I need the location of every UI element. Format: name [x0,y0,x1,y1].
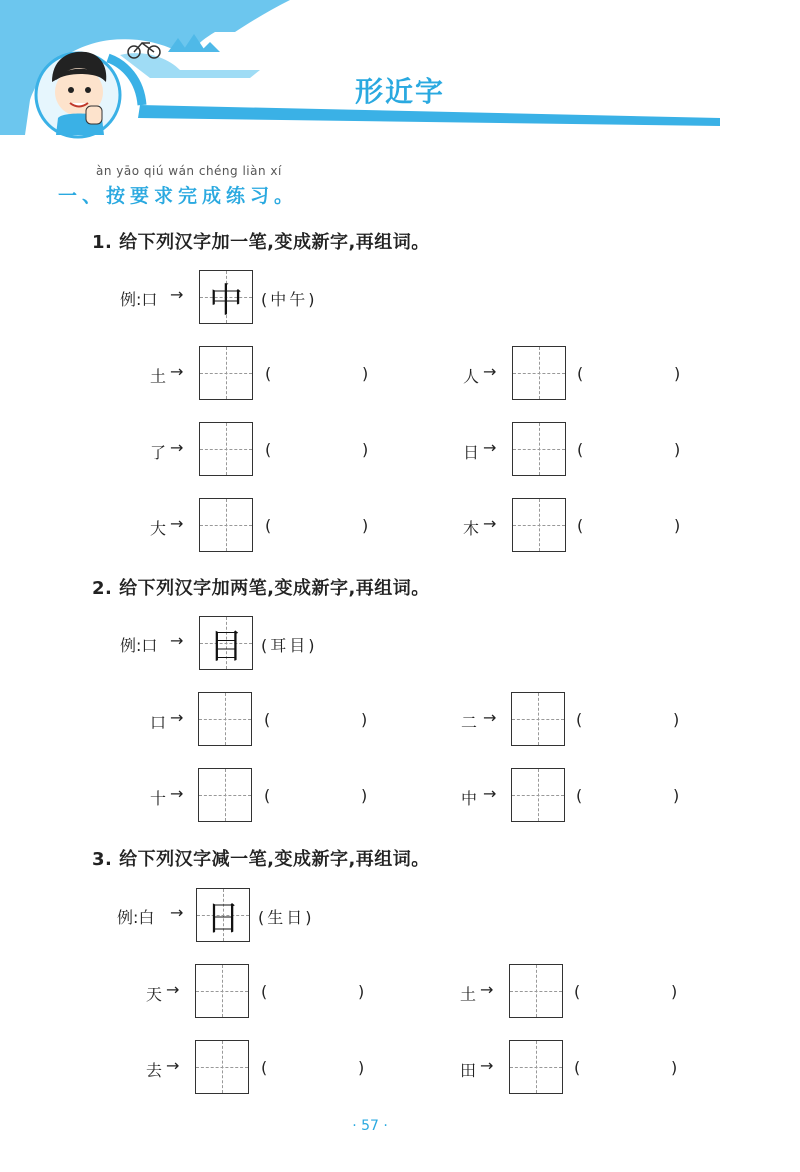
source-char: 去 [146,1061,163,1080]
arrow-icon: → [166,980,180,999]
example-prefix: 例:口 [120,636,158,655]
source-char: 大 [150,519,167,538]
paren-close: ) [361,710,368,729]
arrow-icon: → [170,708,184,727]
section-pinyin: àn yāo qiú wán chéng liàn xí [96,164,282,178]
example-prefix: 例:白 [117,908,155,927]
source-char: 天 [146,985,163,1004]
paren-close: ) [361,786,368,805]
paren-close: ) [362,440,369,459]
section-title: 一、按要求完成练习。 [58,185,299,207]
arrow-icon: → [170,784,184,803]
arrow-icon: → [170,285,184,304]
paren-close: ) [358,982,365,1001]
arrow-icon: → [170,438,184,457]
example-answer: 日 [206,898,240,939]
paren-open: ( [265,516,272,535]
arrow-icon: → [483,514,497,533]
source-char: 田 [460,1061,477,1080]
paren-open: ( [577,440,584,459]
example-word: (耳目) [261,636,318,655]
source-char: 二 [461,713,478,732]
example-answer-box [199,616,253,670]
answer-box[interactable] [512,346,566,400]
example-answer: 中 [209,280,243,321]
question-1-title: 1. 给下列汉字加一笔,变成新字,再组词。 [92,232,430,253]
source-char: 日 [463,443,480,462]
paren-close: ) [674,440,681,459]
answer-box[interactable] [512,498,566,552]
paren-close: ) [673,786,680,805]
paren-close: ) [671,982,678,1001]
answer-box[interactable] [195,1040,249,1094]
paren-close: ) [673,710,680,729]
paren-close: ) [362,516,369,535]
example-word: (中午) [261,290,318,309]
answer-box[interactable] [199,498,253,552]
answer-box[interactable] [198,768,252,822]
paren-close: ) [362,364,369,383]
arrow-icon: → [483,708,497,727]
paren-open: ( [261,1058,268,1077]
arrow-icon: → [483,784,497,803]
arrow-icon: → [170,362,184,381]
question-2-title: 2. 给下列汉字加两笔,变成新字,再组词。 [92,578,430,599]
paren-open: ( [264,710,271,729]
paren-close: ) [674,516,681,535]
page-number: · 57 · [352,1118,388,1134]
paren-open: ( [261,982,268,1001]
question-3-title: 3. 给下列汉字减一笔,变成新字,再组词。 [92,849,430,870]
arrow-icon: → [483,438,497,457]
paren-open: ( [577,516,584,535]
source-char: 十 [150,789,167,808]
paren-open: ( [576,786,583,805]
source-char: 土 [460,985,477,1004]
paren-open: ( [265,364,272,383]
source-char: 口 [150,713,167,732]
paren-open: ( [265,440,272,459]
answer-box[interactable] [511,768,565,822]
answer-box[interactable] [509,964,563,1018]
paren-open: ( [577,364,584,383]
paren-close: ) [358,1058,365,1077]
answer-box[interactable] [198,692,252,746]
arrow-icon: → [480,980,494,999]
source-char: 中 [461,789,478,808]
paren-open: ( [574,982,581,1001]
paren-open: ( [264,786,271,805]
paren-close: ) [674,364,681,383]
answer-box[interactable] [509,1040,563,1094]
source-char: 土 [150,367,167,386]
source-char: 木 [463,519,480,538]
example-answer-box [196,888,250,942]
paren-open: ( [576,710,583,729]
paren-open: ( [574,1058,581,1077]
arrow-icon: → [170,514,184,533]
arrow-icon: → [170,631,184,650]
arrow-icon: → [480,1056,494,1075]
arrow-icon: → [483,362,497,381]
page-title: 形近字 [354,75,445,108]
answer-box[interactable] [195,964,249,1018]
example-answer: 目 [209,626,243,667]
answer-box[interactable] [511,692,565,746]
source-char: 人 [463,367,480,386]
source-char: 了 [150,443,167,462]
answer-box[interactable] [199,346,253,400]
answer-box[interactable] [512,422,566,476]
example-word: (生日) [258,908,315,927]
paren-close: ) [671,1058,678,1077]
example-answer-box [199,270,253,324]
example-prefix: 例:口 [120,290,158,309]
answer-box[interactable] [199,422,253,476]
arrow-icon: → [170,903,184,922]
arrow-icon: → [166,1056,180,1075]
